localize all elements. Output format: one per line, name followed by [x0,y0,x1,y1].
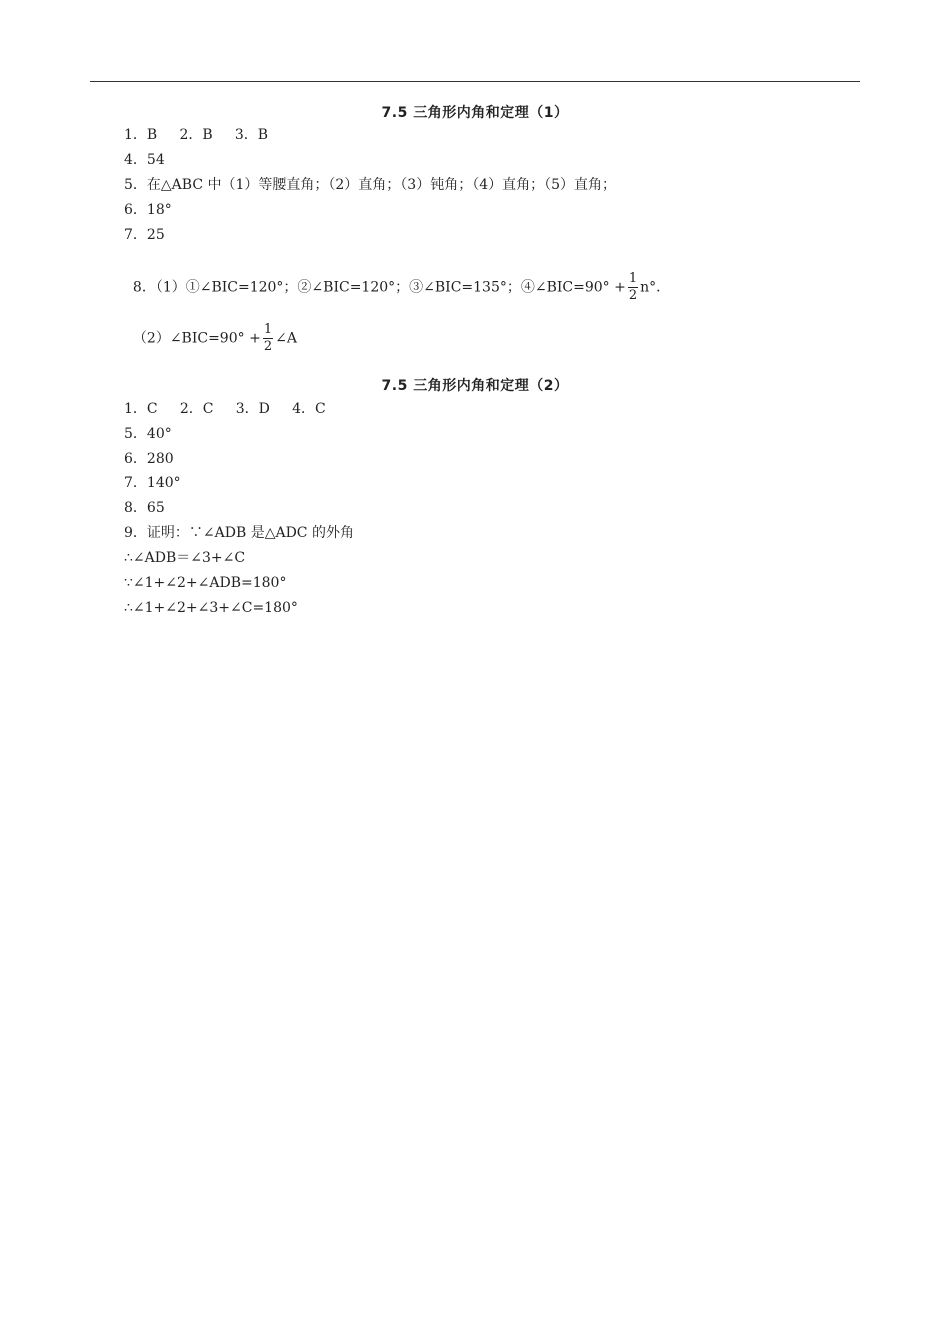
fraction-numerator: 1 [628,271,638,286]
section-1-title: 7.5 三角形内角和定理（1） [381,105,569,121]
fraction-numerator: 1 [263,322,273,337]
q8-text-suffix: n°． [640,279,671,296]
fraction-denominator: 2 [628,288,638,303]
answer-line: 4．54 [124,152,165,168]
answer-line-q8-part2 [124,304,297,355]
q8b-text-prefix: （2）∠BIC=90° + [132,330,261,347]
proof-line: 9．证明：∵∠ADB 是△ADC 的外角 [124,525,354,541]
answer-line: 1．C 2．C 3．D 4．C [124,401,326,417]
fraction-one-half [263,322,273,355]
answer-line: 5．在△ABC 中（1）等腰直角；（2）直角；（3）钝角；（4）直角；（5）直角； [124,177,617,193]
proof-line: ∵∠1+∠2+∠ADB=180° [124,575,287,591]
q8b-text-suffix: ∠A [275,330,297,347]
answer-line: 7．25 [124,227,165,243]
answer-line-q8-part1 [124,253,670,304]
proof-line: ∴∠ADB＝∠3+∠C [124,550,246,566]
answer-line: 6．18° [124,202,172,218]
answer-line: 5．40° [124,426,172,442]
answer-line: 8．65 [124,500,165,516]
answer-line: 6．280 [124,451,174,467]
header-rule [90,81,860,82]
fraction-denominator: 2 [263,339,273,354]
proof-line: ∴∠1+∠2+∠3+∠C=180° [124,600,298,616]
answer-line: 7．140° [124,475,181,491]
q8-text-prefix: 8．（1）①∠BIC=120°；②∠BIC=120°；③∠BIC=135°；④∠BIC=90° + [132,279,626,296]
answer-line: 1．B 2．B 3．B [124,127,269,143]
section-2-title: 7.5 三角形内角和定理（2） [381,378,569,394]
fraction-one-half [628,271,638,304]
